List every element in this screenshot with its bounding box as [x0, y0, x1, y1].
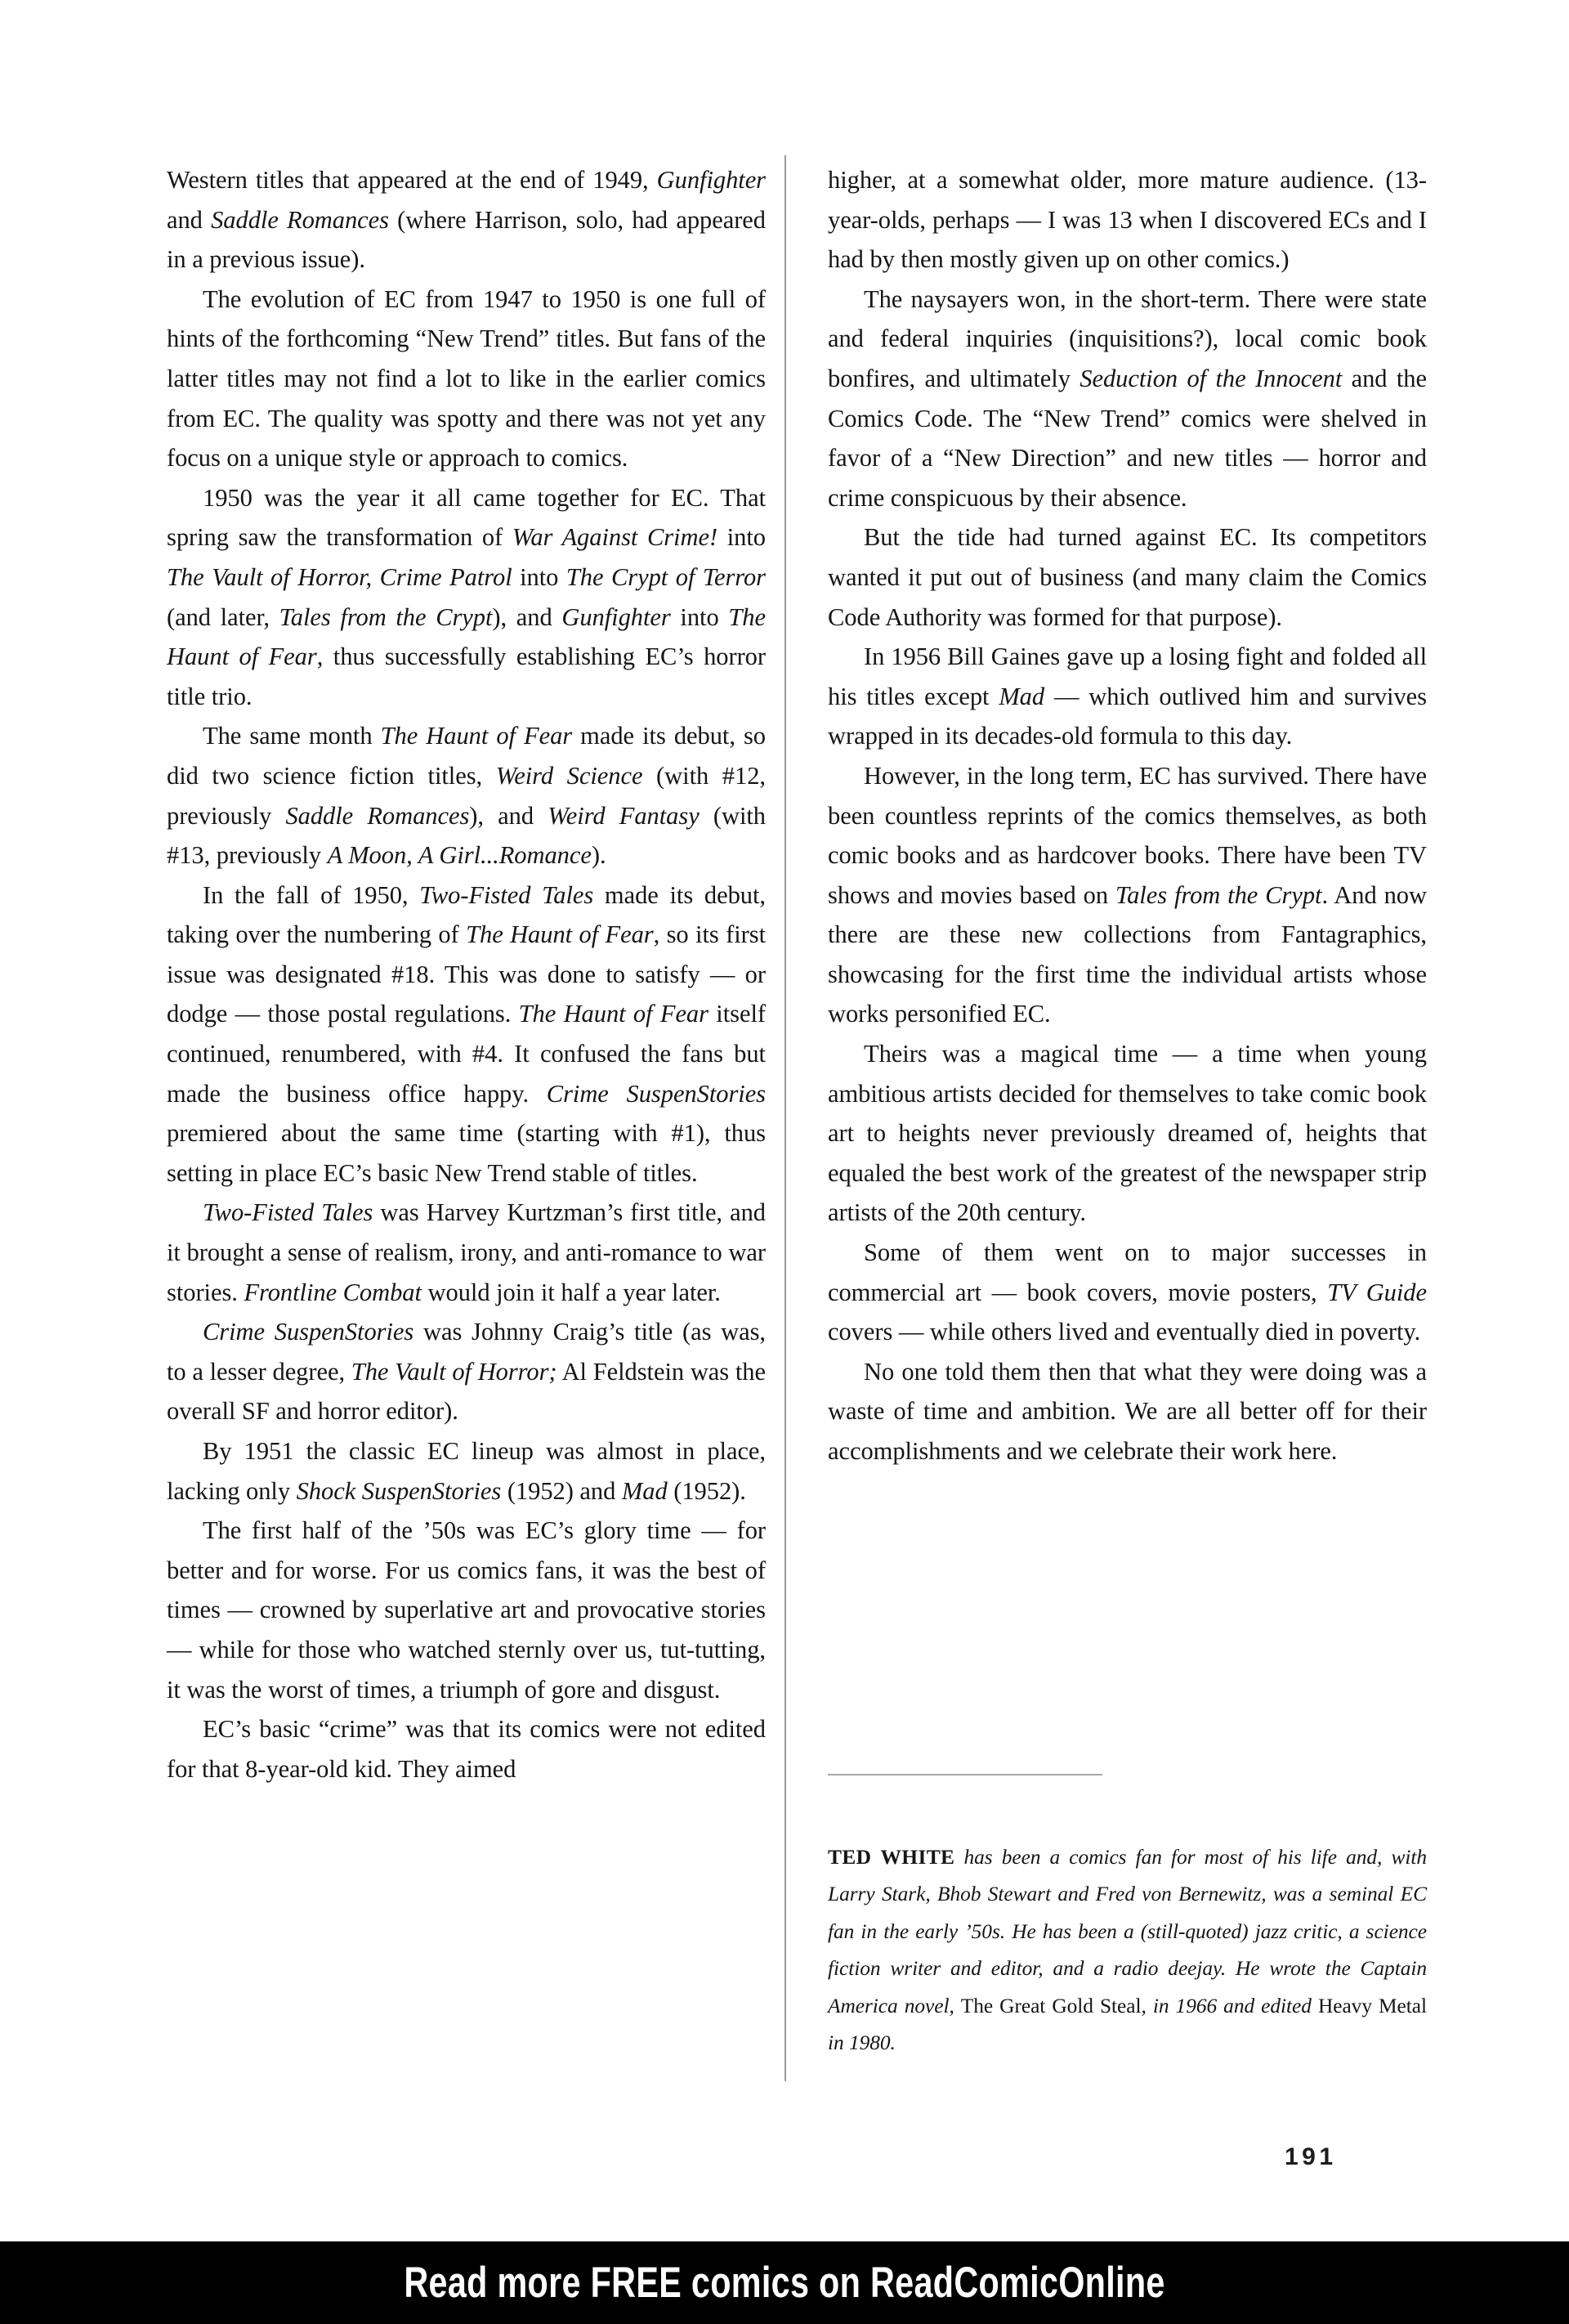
- paragraph: The same month The Haunt of Fear made its debut, so did two science fiction titles, Weird Science (with #12, previously Saddle Romances), and Weird Fantasy (with #13, previously A Moon, A Girl...Romance).: [167, 722, 766, 870]
- paragraph: In the fall of 1950, Two-Fisted Tales made its debut, taking over the numbering of The Haunt of Fear, so its first issue was designated #18. This was done to satisfy — or dodge — those postal regulations. The Haunt of Fear itself continued, renumbered, with #4. It confused the fans but made the business office happy. Crime SuspenStories premiered about the same time (starting with #1), thus setting in place EC’s basic New Trend stable of titles.: [167, 880, 767, 1187]
- page-number: 191: [1285, 2143, 1337, 2170]
- paragraph: No one told them then that what they were doing was a waste of time and ambition. We are all better off for their accomplishments and we celebrate their work here.: [828, 1357, 1427, 1465]
- paragraph: By 1951 the classic EC lineup was almost in place, lacking only Shock SuspenStories (1952) and Mad (1952).: [167, 1437, 766, 1505]
- text-column-left: [167, 160, 766, 1789]
- footer-banner: [0, 2241, 1569, 2324]
- paragraph: In 1956 Bill Gaines gave up a losing fight and folded all his titles except Mad — which outlived him and survives wrapped in its decades-old formula to this day.: [828, 643, 1427, 750]
- author-bio-text: TED WHITE has been a comics fan for most of his life and, with Larry Stark, Bhob Stewart and Fred von Bernewitz, was a seminal EC fan in the early ’50s. He has been a (still-quoted) jazz critic, a science fiction writer and editor, and a radio deejay. He wrote the Captain America novel, The Great Gold Steal, in 1966 and edited Heavy Metal in 1980.: [828, 1846, 1427, 2055]
- paragraph: Theirs was a magical time — a time when young ambitious artists decided for themselves to take comic book art to heights never previously dreamed of, heights that equaled the best work of the greatest of the newspaper strip artists of the 20th century.: [828, 1040, 1427, 1227]
- paragraph: However, in the long term, EC has survived. There have been countless reprints of the comics themselves, as both comic books and as hardcover books. There have been TV shows and movies based on Tales from the Crypt. And now there are these new collections from Fantagraphics, showcasing for the first time the individual artists whose works personified EC.: [828, 761, 1427, 1028]
- paragraph: Two-Fisted Tales was Harvey Kurtzman’s first title, and it brought a sense of realism, irony, and anti-romance to war stories. Frontline Combat would join it half a year later.: [167, 1198, 766, 1306]
- bio-divider-rule: [828, 1774, 1102, 1775]
- paragraph: EC’s basic “crime” was that its comics were not edited for that 8-year-old kid. They aimed: [167, 1715, 766, 1783]
- paragraph: Crime SuspenStories was Johnny Craig’s title (as was, to a lesser degree, The Vault of Horror; Al Feldstein was the overall SF and horror editor).: [167, 1318, 767, 1426]
- paragraph: The evolution of EC from 1947 to 1950 is one full of hints of the forthcoming “New Trend” titles. But fans of the latter titles may not find a lot to like in the earlier comics from EC. The quality was spotty and there was not yet any focus on a unique style or approach to comics.: [167, 284, 766, 472]
- author-bio-block: [828, 1774, 1427, 2062]
- footer-banner-text: Read more FREE comics on ReadComicOnline: [404, 2259, 1165, 2307]
- paragraph: Western titles that appeared at the end of 1949, Gunfighter and Saddle Romances (where Harrison, solo, had appeared in a previous issue).: [167, 166, 766, 274]
- paragraph: But the tide had turned against EC. Its competitors wanted it put out of business (and many claim the Comics Code Authority was formed for that purpose).: [828, 523, 1427, 631]
- text-column-right: [828, 160, 1427, 1471]
- author-name: TED WHITE: [828, 1846, 955, 1869]
- paragraph: The first half of the ’50s was EC’s glory time — for better and for worse. For us comics fans, it was the best of times — crowned by superlative art and provocative stories — while for those who watched sternly over us, tut-tutting, it was the worst of times, a triumph of gore and disgust.: [167, 1516, 766, 1704]
- paragraph: 1950 was the year it all came together for EC. That spring saw the transformation of War Against Crime! into The Vault of Horror, Crime Patrol into The Crypt of Terror (and later, Tales from the Crypt), and Gunfighter into The Haunt of Fear, thus successfully establishing EC’s horror title trio.: [167, 483, 766, 710]
- paragraph: Some of them went on to major successes in commercial art — book covers, movie posters, TV Guide covers — while others lived and eventually died in poverty.: [828, 1238, 1427, 1346]
- paragraph: higher, at a somewhat older, more mature audience. (13-year-olds, perhaps — I was 13 when I discovered ECs and I had by then mostly given up on other comics.): [828, 166, 1427, 274]
- column-divider: [784, 155, 786, 2081]
- paragraph: The naysayers won, in the short-term. There were state and federal inquiries (inquisitions?), local comic book bonfires, and ultimately Seduction of the Innocent and the Comics Code. The “New Trend” comics were shelved in favor of a “New Direction” and new titles — horror and crime conspicuous by their absence.: [828, 284, 1427, 512]
